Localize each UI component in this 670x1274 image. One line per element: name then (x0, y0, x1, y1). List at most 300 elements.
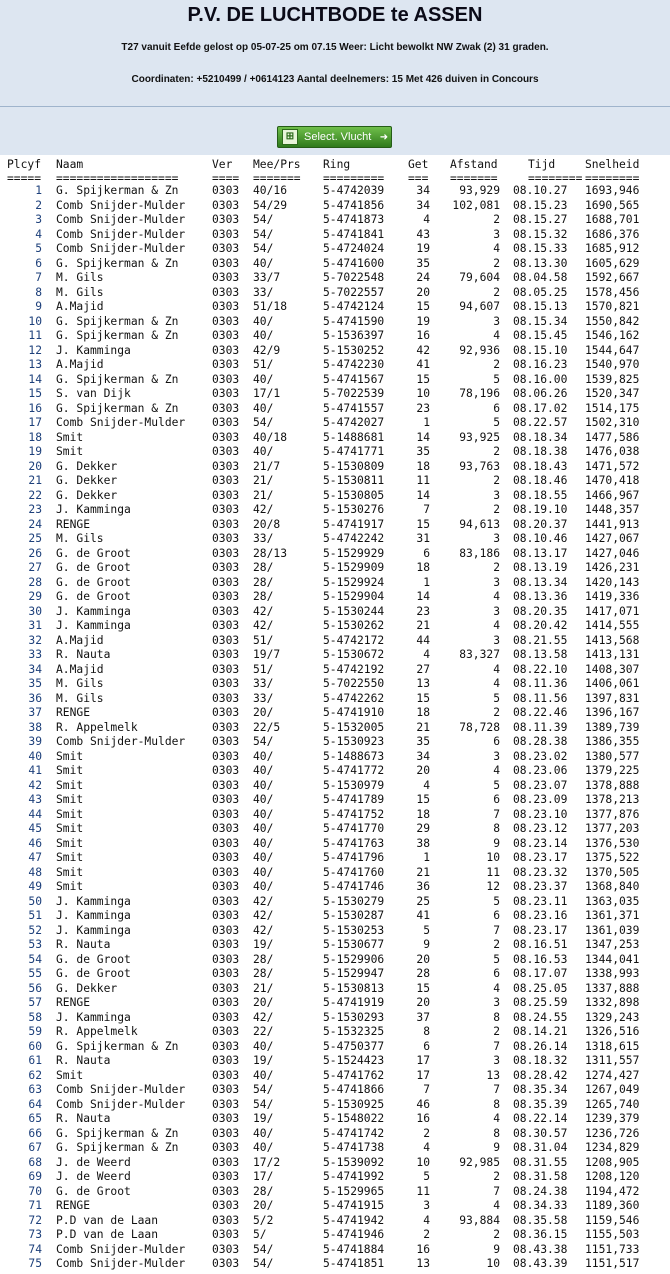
cell-ring: 5-4742124 (323, 300, 385, 313)
cell-get: 36 (416, 880, 430, 893)
cell-get: 7 (423, 503, 430, 516)
cell-afstand: 83,186 (459, 546, 500, 560)
cell-afstand: 2 (493, 1228, 500, 1241)
cell-snelheid: 1476,038 (585, 445, 640, 458)
cell-afstand: 2 (493, 938, 500, 951)
cell-plcyf[interactable]: 40 (28, 749, 42, 763)
cell-ver: 0303 (212, 735, 240, 748)
cell-plcyf[interactable]: 47 (28, 851, 42, 864)
table-row (0, 286, 670, 301)
cell-plcyf[interactable]: 16 (28, 401, 42, 415)
cell-plcyf[interactable]: 44 (28, 807, 42, 821)
cell-ver: 0303 (212, 401, 240, 415)
cell-snelheid: 1329,243 (585, 1010, 640, 1024)
cell-mee: 42/9 (253, 343, 281, 357)
cell-ver: 0303 (212, 981, 240, 995)
cell-snelheid: 1311,557 (585, 1054, 640, 1067)
table-row (0, 518, 670, 533)
cell-tijd: 08.11.56 (513, 691, 568, 705)
cell-ver: 0303 (212, 198, 240, 212)
cell-ring: 5-1539092 (323, 1155, 385, 1169)
cell-naam: G. Spijkerman & Zn (56, 372, 179, 386)
cell-naam: RENGE (56, 996, 91, 1009)
cell-get: 23 (416, 604, 430, 618)
cell-ring: 5-4742039 (323, 184, 385, 197)
cell-plcyf[interactable]: 52 (28, 923, 42, 937)
cell-afstand: 4 (493, 242, 500, 255)
cell-ver: 0303 (212, 329, 240, 342)
cell-ring: 5-4741590 (323, 314, 385, 328)
cell-get: 18 (416, 459, 430, 473)
cell-afstand: 4 (493, 662, 500, 676)
cell-plcyf[interactable]: 56 (28, 981, 42, 995)
cell-plcyf[interactable]: 23 (28, 503, 42, 516)
cell-snelheid: 1448,357 (585, 503, 640, 516)
cell-ver: 0303 (212, 749, 240, 763)
cell-plcyf[interactable]: 9 (35, 300, 42, 313)
cell-plcyf[interactable]: 73 (28, 1228, 42, 1241)
table-row (0, 1243, 670, 1258)
table-row (0, 706, 670, 721)
cell-naam: J. Kamminga (56, 604, 131, 618)
cell-plcyf[interactable]: 35 (28, 677, 42, 690)
cell-plcyf[interactable]: 58 (28, 1010, 42, 1024)
cell-ring: 5-1488681 (323, 430, 385, 444)
cell-snelheid: 1151,733 (585, 1242, 640, 1256)
cell-tijd: 08.22.57 (513, 416, 568, 429)
cell-afstand: 6 (493, 967, 500, 980)
cell-plcyf[interactable]: 46 (28, 836, 42, 850)
cell-snelheid: 1338,993 (585, 967, 640, 980)
cell-ver: 0303 (212, 648, 240, 661)
cell-afstand: 8 (493, 1010, 500, 1024)
cell-snelheid: 1520,347 (585, 387, 640, 400)
separator: ================== (56, 172, 179, 185)
cell-plcyf[interactable]: 29 (28, 590, 42, 603)
table-row (0, 358, 670, 373)
cell-afstand: 9 (493, 836, 500, 850)
cell-tijd: 08.24.38 (513, 1184, 568, 1198)
cell-afstand: 2 (493, 474, 500, 487)
table-row (0, 1112, 670, 1127)
table-row (0, 387, 670, 402)
cell-afstand: 94,613 (459, 517, 500, 531)
cell-get: 31 (416, 532, 430, 545)
cell-plcyf[interactable]: 61 (28, 1054, 42, 1067)
cell-ring: 5-1529965 (323, 1184, 385, 1198)
cell-snelheid: 1368,840 (585, 880, 640, 893)
cell-naam: G. Spijkerman & Zn (56, 314, 179, 328)
separator: === (408, 172, 429, 185)
cell-plcyf[interactable]: 55 (28, 967, 42, 980)
cell-tijd: 08.16.51 (513, 938, 568, 951)
table-row (0, 692, 670, 707)
cell-get: 16 (416, 329, 430, 342)
table-row (0, 1025, 670, 1040)
table-row (0, 721, 670, 736)
cell-mee: 40/ (253, 778, 274, 792)
cell-ring: 5-1530979 (323, 778, 385, 792)
table-row (0, 242, 670, 257)
cell-plcyf[interactable]: 19 (28, 445, 42, 458)
cell-ver: 0303 (212, 836, 240, 850)
cell-tijd: 08.28.42 (513, 1068, 568, 1082)
cell-plcyf[interactable]: 65 (28, 1112, 42, 1125)
cell-plcyf[interactable]: 53 (28, 938, 42, 951)
cell-mee: 42/ (253, 604, 274, 618)
cell-ring: 5-1530252 (323, 343, 385, 357)
cell-mee: 33/ (253, 285, 274, 299)
cell-plcyf[interactable]: 31 (28, 619, 42, 632)
table-row (0, 648, 670, 663)
cell-ring: 5-1529906 (323, 952, 385, 966)
cell-ring: 5-4741851 (323, 1257, 385, 1270)
cell-ring: 5-1530811 (323, 474, 385, 487)
cell-plcyf[interactable]: 24 (28, 517, 42, 531)
cell-mee: 40/ (253, 764, 274, 777)
cell-plcyf[interactable]: 45 (28, 822, 42, 835)
table-row (0, 938, 670, 953)
cell-naam: J. de Weerd (56, 1155, 131, 1169)
cell-plcyf[interactable]: 7 (35, 271, 42, 284)
cell-ring: 5-4742262 (323, 691, 385, 705)
cell-get: 10 (416, 1155, 430, 1169)
cell-get: 34 (416, 749, 430, 763)
cell-naam: R. Nauta (56, 938, 111, 951)
cell-mee: 20/8 (253, 517, 281, 531)
cell-plcyf[interactable]: 28 (28, 575, 42, 589)
cell-ver: 0303 (212, 851, 240, 864)
cell-plcyf[interactable]: 60 (28, 1039, 42, 1053)
cell-afstand: 93,929 (459, 184, 500, 197)
cell-plcyf[interactable]: 38 (28, 720, 42, 734)
cell-plcyf[interactable]: 63 (28, 1083, 42, 1096)
separator: ======== (585, 172, 640, 185)
cell-plcyf[interactable]: 37 (28, 706, 42, 719)
cell-snelheid: 1693,946 (585, 184, 640, 197)
table-row (0, 1185, 670, 1200)
cell-plcyf[interactable]: 13 (28, 358, 42, 371)
cell-mee: 20/ (253, 1199, 274, 1212)
cell-plcyf[interactable]: 14 (28, 372, 42, 386)
cell-tijd: 08.24.55 (513, 1010, 568, 1024)
cell-snelheid: 1344,041 (585, 952, 640, 966)
cell-plcyf[interactable]: 2 (35, 198, 42, 212)
cell-plcyf[interactable]: 54 (28, 952, 42, 966)
cell-plcyf[interactable]: 32 (28, 633, 42, 647)
cell-naam: J. Kamminga (56, 909, 131, 922)
cell-plcyf[interactable]: 6 (35, 256, 42, 270)
cell-ver: 0303 (212, 1141, 240, 1154)
cell-plcyf[interactable]: 12 (28, 343, 42, 357)
cell-mee: 42/ (253, 894, 274, 908)
cell-mee: 20/ (253, 706, 274, 719)
cell-plcyf[interactable]: 30 (28, 604, 42, 618)
cell-plcyf[interactable]: 50 (28, 894, 42, 908)
cell-plcyf[interactable]: 59 (28, 1025, 42, 1038)
cell-ring: 5-4741742 (323, 1126, 385, 1140)
cell-plcyf[interactable]: 3 (35, 213, 42, 226)
cell-ver: 0303 (212, 488, 240, 502)
cell-plcyf[interactable]: 34 (28, 662, 42, 676)
col-header-afstand: Afstand (450, 158, 498, 171)
cell-ver: 0303 (212, 706, 240, 719)
cell-ver: 0303 (212, 503, 240, 516)
cell-snelheid: 1441,913 (585, 517, 640, 531)
cell-get: 4 (423, 1213, 430, 1227)
cell-afstand: 3 (493, 604, 500, 618)
cell-plcyf[interactable]: 27 (28, 561, 42, 574)
cell-ver: 0303 (212, 575, 240, 589)
cell-get: 5 (423, 923, 430, 937)
cell-plcyf[interactable]: 67 (28, 1141, 42, 1154)
cell-get: 35 (416, 256, 430, 270)
cell-ver: 0303 (212, 532, 240, 545)
table-row (0, 547, 670, 562)
cell-snelheid: 1234,829 (585, 1141, 640, 1154)
cell-ring: 5-1529947 (323, 967, 385, 980)
table-row (0, 460, 670, 475)
table-row (0, 532, 670, 547)
cell-get: 8 (423, 1025, 430, 1038)
cell-afstand: 6 (493, 909, 500, 922)
cell-mee: 40/ (253, 256, 274, 270)
cell-plcyf[interactable]: 43 (28, 793, 42, 806)
cell-tijd: 08.19.10 (513, 503, 568, 516)
cell-naam: P.D van de Laan (56, 1213, 159, 1227)
table-row (0, 257, 670, 272)
cell-tijd: 08.23.11 (513, 894, 568, 908)
cell-get: 16 (416, 1242, 430, 1256)
cell-plcyf[interactable]: 20 (28, 459, 42, 473)
cell-snelheid: 1550,842 (585, 314, 640, 328)
table-row (0, 199, 670, 214)
cell-get: 14 (416, 488, 430, 502)
cell-mee: 40/ (253, 401, 274, 415)
cell-plcyf[interactable]: 69 (28, 1170, 42, 1183)
cell-plcyf[interactable]: 64 (28, 1097, 42, 1111)
cell-plcyf[interactable]: 75 (28, 1257, 42, 1270)
cell-plcyf[interactable]: 17 (28, 416, 42, 429)
cell-ring: 5-4724024 (323, 242, 385, 255)
cell-mee: 51/ (253, 358, 274, 371)
cell-plcyf[interactable]: 36 (28, 691, 42, 705)
cell-afstand: 5 (493, 691, 500, 705)
cell-afstand: 2 (493, 445, 500, 458)
cell-plcyf[interactable]: 72 (28, 1213, 42, 1227)
cell-tijd: 08.23.12 (513, 822, 568, 835)
cell-ring: 5-4742242 (323, 532, 385, 545)
cell-tijd: 08.21.55 (513, 633, 568, 647)
cell-snelheid: 1361,039 (585, 923, 640, 937)
cell-afstand: 83,327 (459, 648, 500, 661)
cell-plcyf[interactable]: 49 (28, 880, 42, 893)
cell-mee: 42/ (253, 923, 274, 937)
cell-afstand: 5 (493, 894, 500, 908)
cell-plcyf[interactable]: 8 (35, 285, 42, 299)
cell-ring: 5-4741856 (323, 198, 385, 212)
cell-ver: 0303 (212, 184, 240, 197)
cell-afstand: 6 (493, 401, 500, 415)
cell-tijd: 08.15.27 (513, 213, 568, 226)
cell-mee: 42/ (253, 619, 274, 632)
cell-snelheid: 1427,067 (585, 532, 640, 545)
cell-plcyf[interactable]: 18 (28, 430, 42, 444)
cell-plcyf[interactable]: 68 (28, 1155, 42, 1169)
cell-ring: 5-4741763 (323, 836, 385, 850)
cell-ring: 5-1530923 (323, 735, 385, 748)
cell-naam: G. Spijkerman & Zn (56, 256, 179, 270)
cell-naam: P.D van de Laan (56, 1228, 159, 1241)
table-row (0, 503, 670, 518)
cell-plcyf[interactable]: 4 (35, 227, 42, 241)
cell-mee: 40/ (253, 865, 274, 879)
cell-mee: 40/ (253, 793, 274, 806)
cell-plcyf[interactable]: 71 (28, 1199, 42, 1212)
cell-mee: 33/7 (253, 271, 281, 284)
cell-tijd: 08.26.14 (513, 1039, 568, 1053)
cell-mee: 54/ (253, 1257, 274, 1270)
cell-get: 17 (416, 1068, 430, 1082)
cell-ring: 5-1530253 (323, 923, 385, 937)
cell-plcyf[interactable]: 1 (35, 184, 42, 197)
cell-ver: 0303 (212, 923, 240, 937)
cell-tijd: 08.16.53 (513, 952, 568, 966)
cell-naam: A.Majid (56, 633, 104, 647)
table-row (0, 750, 670, 765)
table-header (0, 157, 670, 173)
cell-naam: R. Nauta (56, 1054, 111, 1067)
cell-plcyf[interactable]: 74 (28, 1242, 42, 1256)
table-row (0, 779, 670, 794)
cell-ring: 5-4741884 (323, 1242, 385, 1256)
cell-mee: 20/ (253, 996, 274, 1009)
cell-ver: 0303 (212, 517, 240, 531)
cell-plcyf[interactable]: 21 (28, 474, 42, 487)
cell-afstand: 3 (493, 488, 500, 502)
cell-snelheid: 1471,572 (585, 459, 640, 473)
cell-plcyf[interactable]: 26 (28, 546, 42, 560)
cell-mee: 54/29 (253, 198, 288, 212)
cell-get: 20 (416, 952, 430, 966)
cell-ver: 0303 (212, 1112, 240, 1125)
cell-snelheid: 1267,049 (585, 1083, 640, 1096)
cell-plcyf[interactable]: 39 (28, 735, 42, 748)
cell-snelheid: 1426,231 (585, 561, 640, 574)
cell-get: 7 (423, 1083, 430, 1096)
cell-ring: 5-1530813 (323, 981, 385, 995)
cell-snelheid: 1337,888 (585, 981, 640, 995)
cell-plcyf[interactable]: 10 (28, 314, 42, 328)
cell-snelheid: 1377,203 (585, 822, 640, 835)
table-row (0, 1141, 670, 1156)
cell-afstand: 2 (493, 706, 500, 719)
cell-plcyf[interactable]: 15 (28, 387, 42, 400)
cell-plcyf[interactable]: 5 (35, 242, 42, 255)
cell-naam: Smit (56, 807, 84, 821)
cell-snelheid: 1151,517 (585, 1257, 640, 1270)
cell-tijd: 08.15.33 (513, 242, 568, 255)
cell-plcyf[interactable]: 42 (28, 778, 42, 792)
cell-snelheid: 1370,505 (585, 865, 640, 879)
table-row (0, 184, 670, 199)
cell-get: 18 (416, 561, 430, 574)
cell-plcyf[interactable]: 48 (28, 865, 42, 879)
cell-plcyf[interactable]: 11 (28, 329, 42, 342)
cell-ring: 5-1530276 (323, 503, 385, 516)
cell-ver: 0303 (212, 822, 240, 835)
table-row (0, 866, 670, 881)
cell-naam: S. van Dijk (56, 387, 131, 400)
cell-get: 35 (416, 735, 430, 748)
select-flight-button[interactable] (277, 126, 392, 148)
table-row (0, 967, 670, 982)
cell-plcyf[interactable]: 41 (28, 764, 42, 777)
cell-naam: Comb Snijder-Mulder (56, 1257, 186, 1270)
cell-tijd: 08.31.55 (513, 1155, 568, 1169)
cell-afstand: 3 (493, 749, 500, 763)
cell-get: 2 (423, 1228, 430, 1241)
cell-snelheid: 1417,071 (585, 604, 640, 618)
cell-mee: 21/ (253, 488, 274, 502)
cell-snelheid: 1274,427 (585, 1068, 640, 1082)
cell-plcyf[interactable]: 57 (28, 996, 42, 1009)
cell-get: 21 (416, 619, 430, 632)
cell-tijd: 08.11.36 (513, 677, 568, 690)
cell-ring: 5-4741917 (323, 517, 385, 531)
cell-get: 13 (416, 677, 430, 690)
cell-plcyf[interactable]: 70 (28, 1184, 42, 1198)
cell-mee: 54/ (253, 227, 274, 241)
cell-plcyf[interactable]: 51 (28, 909, 42, 922)
cell-plcyf[interactable]: 66 (28, 1126, 42, 1140)
cell-snelheid: 1408,307 (585, 662, 640, 676)
cell-mee: 28/ (253, 952, 274, 966)
cell-plcyf[interactable]: 33 (28, 648, 42, 661)
cell-plcyf[interactable]: 25 (28, 532, 42, 545)
cell-ver: 0303 (212, 387, 240, 400)
cell-naam: Smit (56, 822, 84, 835)
cell-ver: 0303 (212, 445, 240, 458)
cell-afstand: 5 (493, 952, 500, 966)
cell-mee: 40/ (253, 445, 274, 458)
cell-naam: A.Majid (56, 300, 104, 313)
cell-snelheid: 1375,522 (585, 851, 640, 864)
cell-snelheid: 1347,253 (585, 938, 640, 951)
cell-afstand: 7 (493, 923, 500, 937)
cell-ring: 5-1530677 (323, 938, 385, 951)
cell-tijd: 08.23.17 (513, 923, 568, 937)
cell-ver: 0303 (212, 894, 240, 908)
cell-ver: 0303 (212, 604, 240, 618)
cell-afstand: 3 (493, 532, 500, 545)
cell-ver: 0303 (212, 1025, 240, 1038)
cell-naam: G. Spijkerman & Zn (56, 1126, 179, 1140)
cell-tijd: 08.23.14 (513, 836, 568, 850)
cell-naam: Smit (56, 851, 84, 864)
col-header-naam: Naam (56, 158, 84, 171)
table-row (0, 489, 670, 504)
cell-get: 4 (423, 1141, 430, 1154)
cell-ring: 5-4741567 (323, 372, 385, 386)
cell-naam: G. Spijkerman & Zn (56, 401, 179, 415)
table-row (0, 996, 670, 1011)
cell-plcyf[interactable]: 22 (28, 488, 42, 502)
cell-plcyf[interactable]: 62 (28, 1068, 42, 1082)
cell-tijd: 08.04.58 (513, 271, 568, 284)
cell-get: 15 (416, 691, 430, 705)
cell-naam: G. de Groot (56, 561, 131, 574)
